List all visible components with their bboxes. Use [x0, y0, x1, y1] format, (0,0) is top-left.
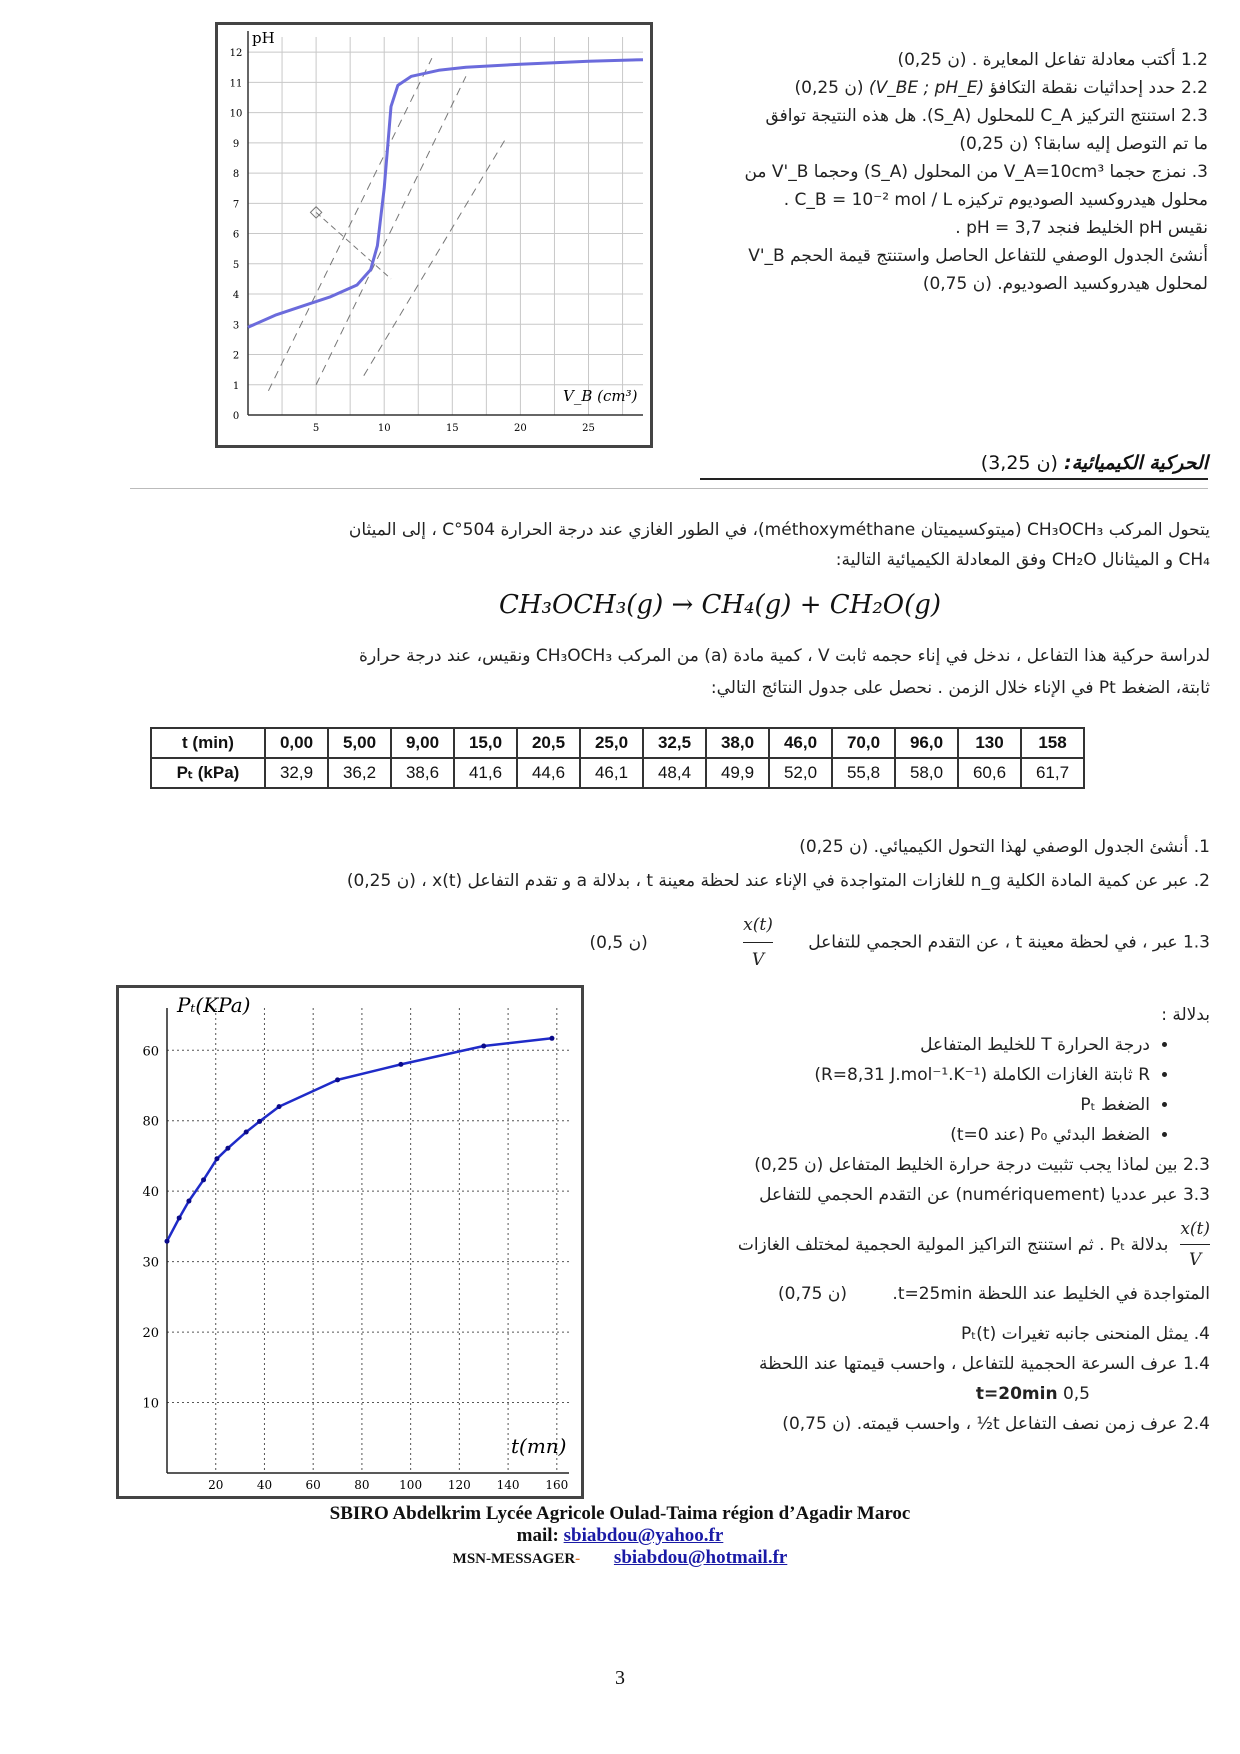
x-tick-label: 80 [354, 1478, 370, 1492]
y-tick-label: 10 [142, 1396, 159, 1412]
y-tick-label: 7 [232, 199, 240, 211]
question-text: عرف السرعة الحجمية للتفاعل ، واحسب قيمتها عند اللحظة [759, 1354, 1178, 1374]
y-tick-label: 10 [229, 108, 243, 120]
table-cell-pressure: 48,4 [643, 758, 706, 788]
table-cell-pressure: 49,9 [706, 758, 769, 788]
intro-line: لدراسة حركية هذا التفاعل ، ندخل في إناء حجمه ثابت V ، كمية مادة (a) من المركب CH₃OCH₃ ونقيس، عند درجة حرارة [359, 646, 1210, 666]
footer-msn-link[interactable]: sbiabdou@hotmail.fr [613, 1547, 788, 1568]
intro-paragraph [120, 515, 1210, 575]
question-2-4 [590, 1409, 1210, 1439]
question-number: 1.2 [1180, 50, 1208, 70]
data-point [549, 1036, 554, 1041]
y-tick-label: 80 [142, 1114, 159, 1130]
x-tick-label: 100 [399, 1478, 423, 1492]
y-tick-label: 8 [232, 169, 240, 181]
fraction-numerator: x(t) [743, 908, 773, 943]
x-tick-label: 25 [582, 423, 595, 434]
x-tick-label: 120 [447, 1478, 471, 1492]
question-3-3 [590, 1180, 1210, 1309]
table-cell-time: 70,0 [832, 728, 895, 758]
data-point [225, 1146, 230, 1151]
table-row-pressure [151, 758, 1084, 788]
table-cell-time: 15,0 [454, 728, 517, 758]
question-text: لمحلول هيدروكسيد الصوديوم. [997, 274, 1208, 294]
data-point [257, 1119, 262, 1124]
bullet-item: • الضغط البدئي P₀ (عند t=0) [590, 1120, 1150, 1150]
question-text: نمزج حجما V_A=10cm³ من المحلول (S_A) وحجما V'_B من [744, 162, 1187, 182]
bullet-item: • الضغط Pₜ [590, 1090, 1150, 1120]
y-axis-label: Pₜ(KPa) [177, 993, 251, 1017]
footer [0, 1503, 1240, 1569]
table-cell-pressure: 44,6 [517, 758, 580, 788]
question-points: (ن 0,25) [959, 134, 1029, 154]
footer-msn-dash: - [575, 1551, 581, 1567]
question-text: استنتج التركيز C_A للمحلول (S_A). هل هذه النتيجة توافق [765, 106, 1176, 126]
question-points: (ن 0,25) [794, 78, 864, 98]
question-4 [590, 1319, 1210, 1349]
question-3-3-row [590, 1214, 1210, 1275]
intro-paragraph-2 [120, 640, 1210, 704]
table-cell-time: 46,0 [769, 728, 832, 758]
question-number: 3. [1191, 162, 1208, 182]
footer-msn-label: MSN-MESSAGER [452, 1551, 576, 1567]
x-tick-label: 10 [377, 423, 391, 434]
series-line-pressure [167, 1038, 552, 1241]
x-axis-label: V_B (cm³) [563, 387, 638, 405]
question-text: عرف زمن نصف التفاعل t½ ، واحسب قيمته. [856, 1414, 1178, 1434]
question-text: حدد إحداثيات نقطة التكافؤ [989, 78, 1176, 98]
question-points: 0,5 [1062, 1384, 1090, 1404]
question-formula: (V_BE ; pH_E) [868, 78, 985, 98]
question-number: 2.3 [1180, 106, 1208, 126]
question-points: (ن 0,5) [589, 932, 648, 953]
question-text: أنشئ الجدول الوصفي لهذا التحول الكيميائي. [873, 837, 1189, 857]
table-cell-pressure: 38,6 [391, 758, 454, 788]
question-text: يمثل المنحنى جانبه تغيرات Pₜ(t) [961, 1324, 1189, 1344]
bullets-lead: بدلالة : [1161, 1005, 1210, 1025]
footer-mail-line [0, 1525, 1240, 1547]
pressure-graph [116, 985, 584, 1499]
y-tick-label: 40 [142, 1185, 159, 1201]
question-text: محلول هيدروكسيد الصوديوم تركيزه C_B = 10⁻² mol / L . [783, 190, 1208, 210]
fraction-numerator: x(t) [1180, 1214, 1210, 1245]
question-1-2 [668, 46, 1208, 74]
data-point [186, 1199, 191, 1204]
question-1-4 [590, 1349, 1210, 1409]
questions-bottom [590, 1000, 1210, 1439]
table-cell-time: 20,5 [517, 728, 580, 758]
table-cell-pressure: 41,6 [454, 758, 517, 788]
divider [130, 488, 1208, 489]
question-text: عبر ، في لحظة معينة t ، عن التقدم الحجمي للتفاعل [808, 932, 1178, 953]
titration-chart-svg [218, 25, 650, 445]
titration-graph [215, 22, 653, 448]
table-cell-pressure: 58,0 [895, 758, 958, 788]
data-point [481, 1044, 486, 1049]
data-point [335, 1077, 340, 1082]
y-axis-label: pH [252, 29, 275, 47]
table-cell-time: 25,0 [580, 728, 643, 758]
y-tick-label: 4 [232, 290, 240, 302]
question-text: بدلالة Pₜ . ثم استنتج التراكيز المولية الحجمية لمختلف الغازات [737, 1234, 1169, 1255]
section-header [700, 452, 1208, 480]
y-tick-label: 20 [142, 1326, 159, 1342]
reaction-equation: CH₃OCH₃(g) → CH₄(g) + CH₂O(g) [498, 590, 941, 620]
x-tick-label: 5 [312, 423, 320, 434]
table-cell-pressure: 36,2 [328, 758, 391, 788]
question-points: (ن 0,25) [799, 837, 869, 857]
table-cell-time: 130 [958, 728, 1021, 758]
y-tick-label: 3 [232, 320, 240, 332]
question-number: 2.3 [1182, 1155, 1210, 1175]
question-2-3b [590, 1150, 1210, 1180]
y-tick-label: 12 [229, 48, 243, 60]
y-tick-label: 0 [232, 411, 240, 422]
table-cell-pressure: 52,0 [769, 758, 832, 788]
x-axis-label: t(mn) [511, 1434, 567, 1458]
data-point [214, 1156, 219, 1161]
data-point [244, 1130, 249, 1135]
question-number: 1. [1193, 837, 1210, 857]
table-cell-time: 32,5 [643, 728, 706, 758]
question-3 [668, 158, 1208, 298]
x-tick-label: 160 [545, 1478, 569, 1492]
table-header-time: t (min) [151, 728, 265, 758]
results-table [150, 727, 1085, 789]
table-cell-time: 96,0 [895, 728, 958, 758]
bullet-item: • R ثابتة الغازات الكاملة (R=8,31 J.mol⁻¹.K⁻¹) [590, 1060, 1150, 1090]
question-2-2 [668, 74, 1208, 102]
fraction-denominator: V [751, 950, 765, 970]
y-tick-label: 5 [232, 259, 240, 271]
table-cell-pressure: 55,8 [832, 758, 895, 788]
y-tick-label: 11 [229, 78, 243, 90]
x-tick-label: 40 [256, 1478, 273, 1492]
series-line-ph [248, 60, 643, 328]
question-text: بين لماذا يجب تثبيت درجة حرارة الخليط المتفاعل [828, 1155, 1178, 1175]
x-tick-label: 140 [496, 1478, 520, 1492]
footer-author: SBIRO Abdelkrim Lycée Agricole Oulad-Taima région d’Agadir Maroc [329, 1503, 911, 1524]
section-points: (ن 3,25) [980, 452, 1058, 474]
table-cell-pressure: 46,1 [580, 758, 643, 788]
footer-mail-label: mail: [516, 1525, 559, 1546]
table-cell-time: 9,00 [391, 728, 454, 758]
question-points: (ن 0,75) [782, 1414, 852, 1434]
question-points: (ن 0,25) [897, 50, 967, 70]
fraction [743, 908, 773, 977]
question-number: 1.3 [1182, 932, 1210, 953]
data-point [165, 1239, 170, 1244]
question-text: نقيس pH الخليط فنجد pH = 3,7 . [955, 218, 1208, 238]
page-number: 3 [615, 1667, 625, 1689]
question-2 [160, 864, 1210, 898]
question-text: أكتب معادلة تفاعل المعايرة . [971, 50, 1176, 70]
x-tick-label: 20 [514, 423, 527, 434]
intro-line: يتحول المركب CH₃OCH₃ (ميتوكسيميتان méthoxyméthane)، في الطور الغازي عند درجة الحرارة 504°C ، إلى الميثان [348, 520, 1210, 540]
table-cell-time: 38,0 [706, 728, 769, 758]
question-text: أنشئ الجدول الوصفي للتفاعل الحاصل واستنتج قيمة الحجم V'_B [748, 246, 1208, 266]
questions-mid [160, 830, 1210, 977]
x-tick-label: 15 [445, 423, 459, 434]
table-cell-pressure: 61,7 [1021, 758, 1084, 788]
y-tick-label: 30 [142, 1255, 159, 1271]
table-cell-pressure: 60,6 [958, 758, 1021, 788]
bullet-list [590, 1030, 1210, 1150]
question-points: (ن 0,25) [346, 871, 416, 891]
y-tick-label: 60 [142, 1044, 159, 1060]
question-1-3 [160, 908, 1210, 977]
results-table-wrap [150, 727, 1085, 789]
question-text: عبر عدديا (numériquement) عن التقدم الحجمي للتفاعل [759, 1185, 1178, 1205]
x-tick-label: 20 [208, 1478, 224, 1492]
data-point [177, 1215, 182, 1220]
question-number: 1.4 [1182, 1354, 1210, 1374]
fraction [1180, 1214, 1210, 1275]
table-row-time [151, 728, 1084, 758]
data-point [277, 1104, 282, 1109]
intro-line: ثابتة، الضغط Pt في الإناء خلال الزمن . نحصل على جدول النتائج التالي: [710, 678, 1210, 698]
table-cell-time: 158 [1021, 728, 1084, 758]
question-text: المتواجدة في الخليط عند اللحظة t=25min. [892, 1284, 1210, 1304]
y-tick-label: 1 [232, 380, 240, 392]
section-title: الحركية الكيميائية: [1063, 452, 1208, 474]
table-cell-pressure: 32,9 [265, 758, 328, 788]
question-text: t=20min [975, 1384, 1058, 1404]
question-1 [160, 830, 1210, 864]
data-point [398, 1062, 403, 1067]
table-header-pressure: Pₜ (kPa) [151, 758, 265, 788]
question-2-3 [668, 102, 1208, 158]
bullet-item: • درجة الحرارة T للخليط المتفاعل [590, 1030, 1150, 1060]
y-tick-label: 6 [232, 229, 240, 241]
question-number: 3.3 [1182, 1185, 1210, 1205]
data-point [201, 1177, 206, 1182]
question-number: 4. [1193, 1324, 1210, 1344]
x-tick-label: 60 [305, 1478, 321, 1492]
footer-msn-line [0, 1547, 1240, 1569]
y-tick-label: 9 [232, 138, 240, 150]
intro-line: CH₄ و الميثانال CH₂O وفق المعادلة الكيميائية التالية: [835, 550, 1210, 570]
fraction-denominator: V [1189, 1250, 1202, 1270]
footer-mail-link[interactable]: sbiabdou@yahoo.fr [563, 1525, 724, 1546]
table-cell-time: 5,00 [328, 728, 391, 758]
questions-top [668, 46, 1208, 298]
question-points: (ن 0,75) [922, 274, 992, 294]
question-points: (ن 0,25) [754, 1155, 824, 1175]
table-cell-time: 0,00 [265, 728, 328, 758]
question-number: 2.2 [1180, 78, 1208, 98]
question-text: ما تم التوصل إليه سابقا؟ [1033, 134, 1208, 154]
question-number: 2.4 [1182, 1414, 1210, 1434]
question-points: (ن 0,75) [777, 1284, 848, 1304]
pressure-chart-svg [119, 988, 581, 1496]
question-number: 2. [1193, 871, 1210, 891]
question-text: عبر عن كمية المادة الكلية n_g للغازات المتواجدة في الإناء عند لحظة معينة t ، بدلالة a و تقدم التفاعل x(t) ، [421, 871, 1189, 891]
y-tick-label: 2 [232, 350, 240, 362]
